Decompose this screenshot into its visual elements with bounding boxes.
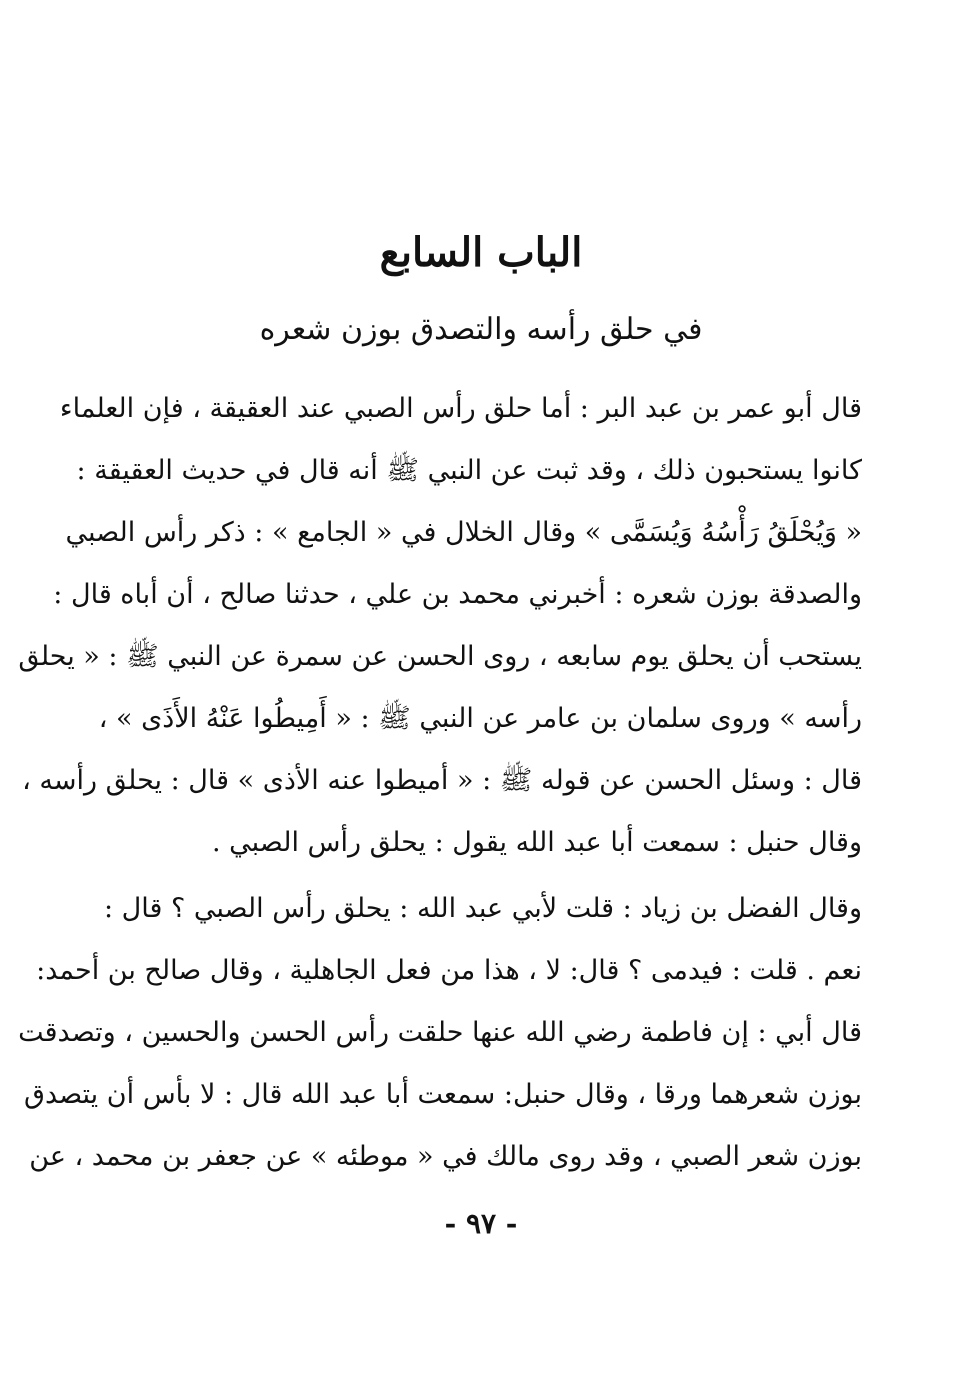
text-line: والصدقة بوزن شعره : أخبرني محمد بن علي ، حدثنا صالح ، أن أباه قال : bbox=[53, 579, 862, 610]
page-number: - ٩٧ - bbox=[444, 1207, 518, 1240]
text-line: وقال حنبل : سمعت أبا عبد الله يقول : يحلق رأس الصبي . bbox=[211, 827, 862, 858]
text-line: وقال الفضل بن زياد : قلت لأبي عبد الله : يحلق رأس الصبي ؟ قال : bbox=[103, 893, 862, 924]
chapter-title: الباب السابع bbox=[379, 229, 583, 276]
text-line: رأسه » وروى سلمان بن عامر عن النبي ﷺ : « أَمِيطُوا عَنْهُ الأَذَى » ، bbox=[98, 703, 862, 734]
text-line: قال : وسئل الحسن عن قوله ﷺ : « أميطوا عنه الأذى » قال : يحلق رأسه ، bbox=[22, 765, 862, 796]
text-line: نعم . قلت : فيدمى ؟ قال: لا ، هذا من فعل الجاهلية ، وقال صالح بن أحمد: bbox=[36, 955, 862, 986]
text-line: بوزن شعرهما ورقا ، وقال حنبل: سمعت أبا عبد الله قال : لا بأس أن يتصدق bbox=[24, 1079, 862, 1110]
text-line: كانوا يستحبون ذلك ، وقد ثبت عن النبي ﷺ أنه قال في حديث العقيقة : bbox=[76, 455, 862, 486]
paragraph-2 bbox=[18, 878, 862, 1188]
text-line: قال أبو عمر بن عبد البر : أما حلق رأس الصبي عند العقيقة ، فإن العلماء bbox=[59, 393, 862, 424]
paragraph-1 bbox=[18, 378, 862, 874]
text-line: يستحب أن يحلق يوم سابعه ، روى الحسن عن سمرة عن النبي ﷺ : « يحلق bbox=[18, 641, 862, 672]
text-line: قال أبي : إن فاطمة رضي الله عنها حلقت رأس الحسن والحسين ، وتصدقت bbox=[18, 1017, 862, 1048]
chapter-subtitle: في حلق رأسه والتصدق بوزن شعره bbox=[259, 312, 703, 347]
text-line: « وَيُحْلَقُ رَأْسُهُ وَيُسَمَّى » وقال الخلال في « الجامع » : ذكر رأس الصبي bbox=[65, 517, 862, 548]
text-line: بوزن شعر الصبي ، وقد روى مالك في « موطئه » عن جعفر بن محمد ، عن bbox=[29, 1141, 862, 1172]
